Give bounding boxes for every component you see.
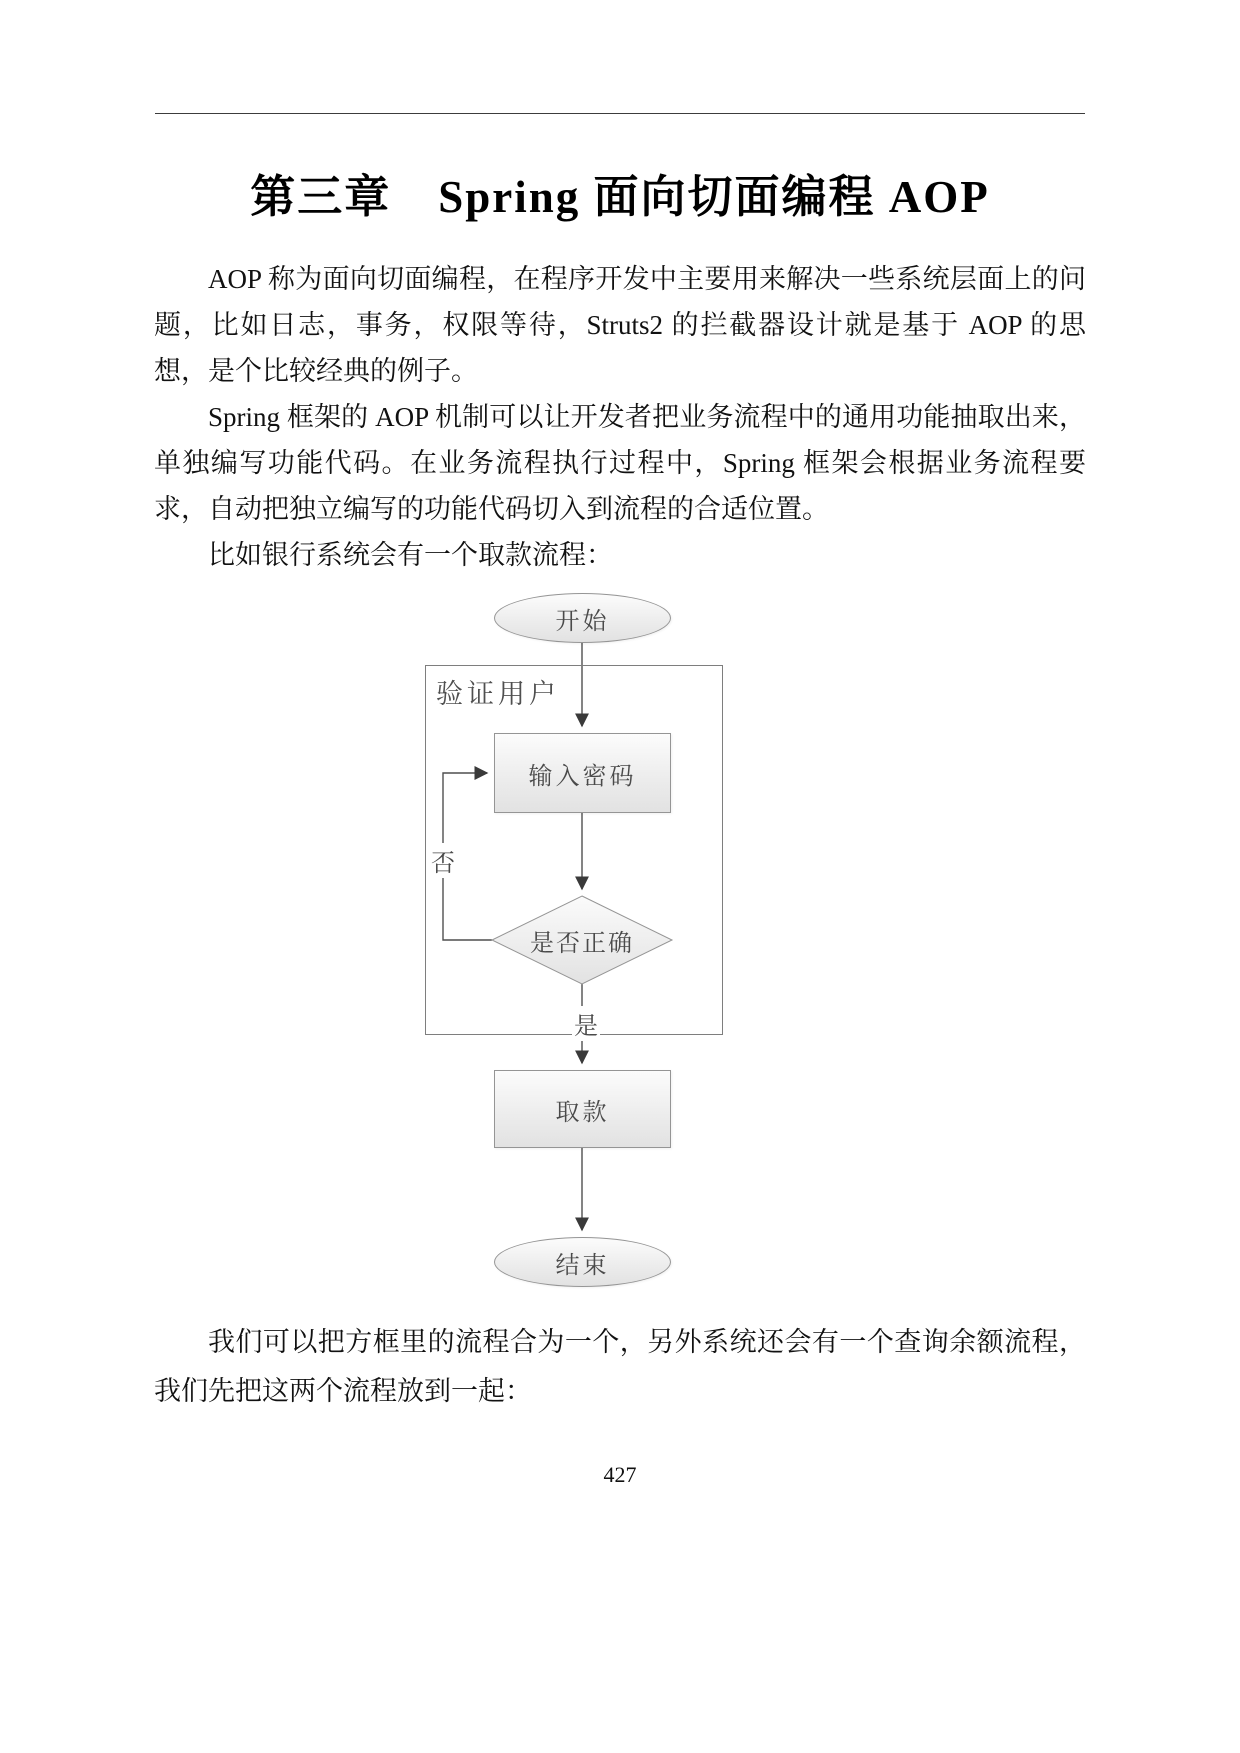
flowchart-end-node: 结束	[494, 1237, 671, 1287]
flowchart-decision-label: 是否正确	[530, 929, 634, 957]
page-number: 427	[603, 1462, 637, 1487]
flowchart-input-password-node: 输入密码	[494, 733, 671, 813]
header-rule	[155, 113, 1085, 114]
paragraph-aop-intro: AOP 称为面向切面编程，在程序开发中主要用来解决一些系统层面上的问题，比如日志，事务，权限等待，Struts2 的拦截器设计就是基于 AOP 的思想，是个比较经典的例子。	[154, 264, 1086, 386]
withdraw-flowchart	[0, 585, 1240, 1310]
paragraph-combine-flows: 我们可以把方框里的流程合为一个，另外系统还会有一个查询余额流程，我们先把这两个流程放到一起：	[154, 1327, 1086, 1406]
edge-label-no: 否	[429, 843, 457, 878]
edge-label-yes: 是	[572, 1006, 600, 1041]
flowchart-withdraw-node: 取款	[494, 1070, 671, 1148]
flowchart-start-node: 开始	[494, 593, 671, 643]
verify-user-group-label: 验证用户	[436, 679, 560, 709]
chapter-title: 第三章 Spring 面向切面编程 AOP	[250, 172, 990, 222]
paragraph-bank-example: 比如银行系统会有一个取款流程：	[208, 540, 613, 570]
paragraph-spring-aop: Spring 框架的 AOP 机制可以让开发者把业务流程中的通用功能抽取出来，单独编写功能代码。在业务流程执行过程中，Spring 框架会根据业务流程要求，自动把独立编写的功能代码切入到流程的合适位置。	[154, 402, 1086, 524]
